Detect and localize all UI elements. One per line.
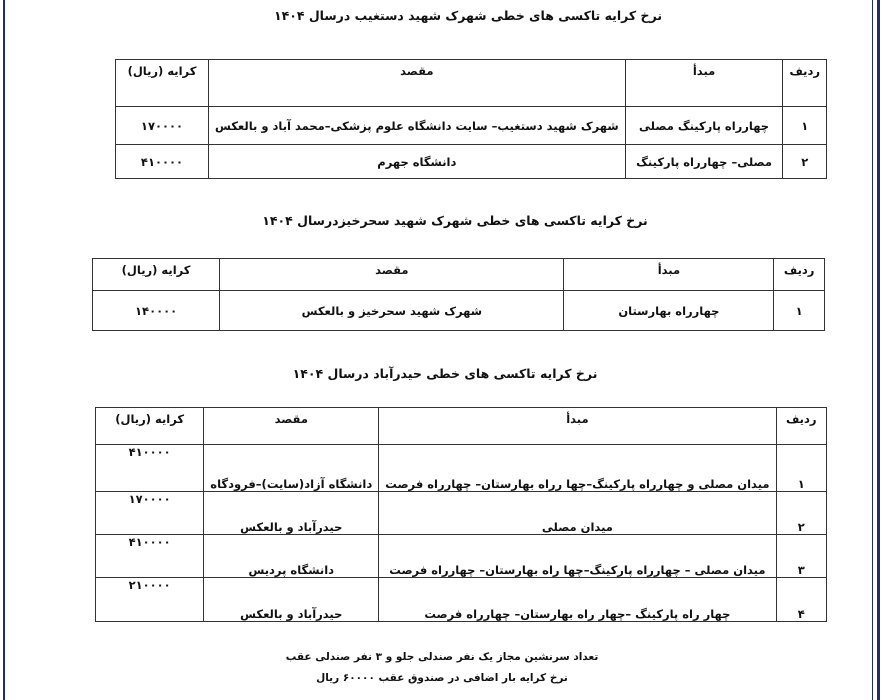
destination-cell: دانشگاه آزاد(سایت)–فرودگاه	[204, 445, 379, 492]
header-row-number: ردیف	[774, 259, 825, 291]
header-row-number: ردیف	[776, 408, 826, 445]
header-origin: مبدأ	[564, 259, 774, 291]
header-fare: کرایه (ریال)	[93, 259, 220, 291]
header-row-number: ردیف	[783, 60, 827, 107]
fare-cell: ۴۱۰۰۰۰	[96, 535, 204, 578]
table-row	[93, 291, 825, 331]
row-number: ۳	[776, 535, 826, 578]
row-number: ۱	[783, 107, 827, 145]
destination-cell: دانشگاه جهرم	[208, 145, 625, 179]
destination-cell: حیدرآباد و بالعکس	[204, 492, 379, 535]
header-origin: مبدأ	[625, 60, 783, 107]
row-number: ۱	[776, 445, 826, 492]
origin-cell: چهار راه پارکینگ –چهار راه بهارستان– چهارراه فرصت	[379, 578, 776, 622]
header-destination: مقصد	[220, 259, 564, 291]
table2	[92, 258, 825, 331]
table-row	[96, 578, 827, 622]
row-number: ۲	[776, 492, 826, 535]
table-row	[96, 492, 827, 535]
table3	[95, 407, 827, 622]
row-number: ۴	[776, 578, 826, 622]
table-row	[116, 107, 827, 145]
table1-title: نرخ کرایه تاکسی های خطی شهرک شهید دستغیب درسال ۱۴۰۴	[273, 8, 663, 23]
fare-cell: ۱۷۰۰۰۰	[96, 492, 204, 535]
table3-header-row	[96, 408, 827, 445]
origin-cell: میدان مصلی	[379, 492, 776, 535]
page-frame-right-inner	[872, 0, 873, 700]
table3-title: نرخ کرایه تاکسی های خطی حیدرآباد درسال ۱۴۰۴	[292, 366, 598, 381]
table2-header-row	[93, 259, 825, 291]
extra-luggage-fare-note: نرخ کرایه بار اضافی در صندوق عقب ۶۰۰۰۰ ریال	[316, 672, 568, 684]
origin-cell: میدان مصلی – چهارراه پارکینگ–چها راه بهارستان– چهارراه فرصت	[379, 535, 776, 578]
row-number: ۲	[783, 145, 827, 179]
table-row	[96, 445, 827, 492]
fare-cell: ۲۱۰۰۰۰	[96, 578, 204, 622]
destination-cell: شهرک شهید سحرخیز و بالعکس	[220, 291, 564, 331]
passenger-capacity-note: تعداد سرنشین مجاز یک نفر صندلی جلو و ۳ نفر صندلی عقب	[285, 651, 599, 663]
destination-cell: دانشگاه پردیس	[204, 535, 379, 578]
fare-cell: ۴۱۰۰۰۰	[116, 145, 209, 179]
destination-cell: حیدرآباد و بالعکس	[204, 578, 379, 622]
page-frame-left	[3, 0, 5, 700]
row-number: ۱	[774, 291, 825, 331]
header-destination: مقصد	[204, 408, 379, 445]
destination-cell: شهرک شهید دستغیب– سایت دانشگاه علوم پزشکی–محمد آباد و بالعکس	[208, 107, 625, 145]
fare-cell: ۱۷۰۰۰۰	[116, 107, 209, 145]
origin-cell: چهارراه بهارستان	[564, 291, 774, 331]
header-destination: مقصد	[208, 60, 625, 107]
fare-cell: ۴۱۰۰۰۰	[96, 445, 204, 492]
origin-cell: چهارراه پارکینگ مصلی	[625, 107, 783, 145]
header-fare: کرایه (ریال)	[96, 408, 204, 445]
origin-cell: میدان مصلی و چهارراه پارکینگ–چها رراه بهارستان– چهارراه فرصت	[379, 445, 776, 492]
fare-cell: ۱۴۰۰۰۰	[93, 291, 220, 331]
table-row	[96, 535, 827, 578]
table2-title: نرخ کرایه تاکسی های خطی شهرک شهید سحرخیزدرسال ۱۴۰۴	[262, 213, 648, 228]
page-frame-right	[877, 0, 880, 700]
table1-header-row	[116, 60, 827, 107]
origin-cell: مصلی– چهارراه پارکینگ	[625, 145, 783, 179]
header-origin: مبدأ	[379, 408, 776, 445]
table1	[115, 59, 827, 179]
header-fare: کرایه (ریال)	[116, 60, 209, 107]
table-row	[116, 145, 827, 179]
